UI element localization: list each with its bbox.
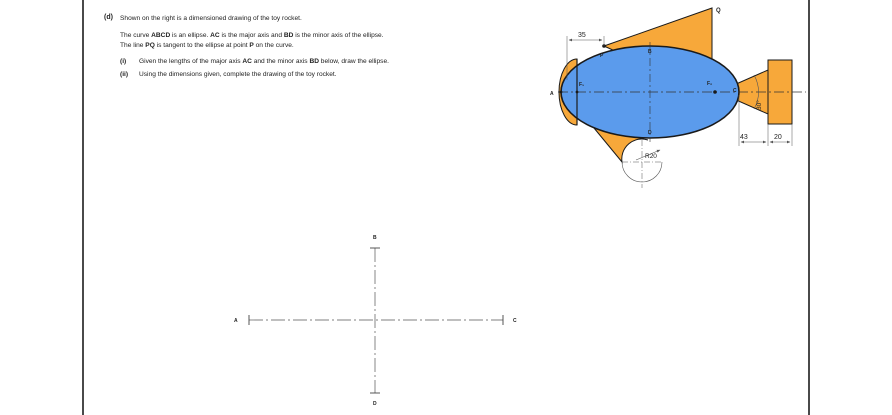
part-i-text: Given the lengths of the major axis AC and the minor axis BD below, draw the ellipse. xyxy=(139,58,389,65)
label-f1: F₁ xyxy=(579,82,585,88)
dim-20-label: 20 xyxy=(774,134,782,141)
dim-43-label: 43 xyxy=(740,134,748,141)
question-tangent-description: The line PQ is tangent to the ellipse at point P on the curve. xyxy=(120,42,294,49)
part-i-label: (i) xyxy=(120,58,127,65)
axis-label-d: D xyxy=(373,401,377,407)
label-p: P xyxy=(600,53,604,59)
dim-angle-label: 30° xyxy=(756,100,763,110)
question-ellipse-description: The curve ABCD is an ellipse. AC is the major axis and BD is the minor axis of the ellipse. xyxy=(120,32,384,39)
label-c: C xyxy=(733,88,737,94)
question-number: (d) xyxy=(104,14,113,21)
label-d: D xyxy=(648,130,652,136)
dim-r20-label: R20 xyxy=(645,153,657,160)
label-b: B xyxy=(648,49,652,55)
axis-label-b: B xyxy=(373,235,377,241)
dim-35-label: 35 xyxy=(578,32,586,39)
axis-label-a: A xyxy=(234,318,238,324)
part-ii-text: Using the dimensions given, complete the drawing of the toy rocket. xyxy=(139,71,337,78)
part-ii-label: (ii) xyxy=(120,71,129,78)
label-a: A xyxy=(550,91,554,97)
axis-label-c: C xyxy=(513,318,517,324)
label-q: Q xyxy=(716,8,721,14)
question-intro: Shown on the right is a dimensioned drawing of the toy rocket. xyxy=(120,15,302,22)
label-f2: F₂ xyxy=(707,81,713,87)
